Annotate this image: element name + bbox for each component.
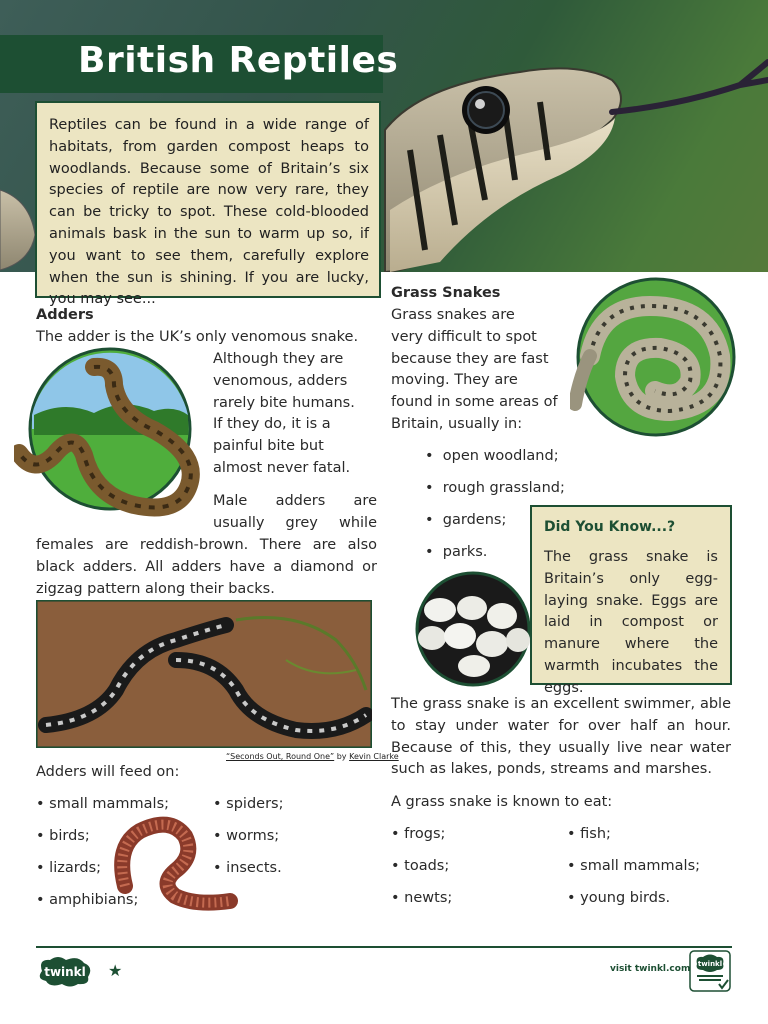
adders-side-line: painful bite but [213, 438, 324, 455]
list-item: • open woodland; [425, 448, 559, 464]
intro-panel: Reptiles can be found in a wide range of habitats, from garden compost heaps to woodlands. Because some of Britain’s six species of reptile are now very rare, they can be tricky to spot. These cold-blooded animals bask in the sun to warm up so, if you want to see them, carefully explore when the sun is shining. If you are lucky, you may see... [35, 101, 381, 298]
did-you-know-panel [530, 505, 732, 696]
did-you-know-text: The grass snake is Britain’s only egg-laying snake. Eggs are laid in compost or manure where the warmth incubates the eggs. [544, 549, 718, 696]
list-item: • frogs; [391, 826, 446, 842]
caption-link-title[interactable]: “Seconds Out, Round One” [226, 752, 335, 761]
grass-snake-eggs-illustration [410, 570, 536, 688]
grass-eat-list-2 [567, 826, 700, 922]
worm-illustration [110, 816, 240, 911]
grass-snakes-intro [391, 305, 571, 436]
grass-eat-list-1 [391, 826, 452, 922]
habitat-label: open woodland; [442, 448, 559, 464]
list-item: • gardens; [425, 512, 507, 528]
adders-male-line: usually grey while [213, 514, 377, 531]
list-item: • spiders; [213, 796, 284, 812]
adders-male-text [213, 491, 377, 535]
grass-swim-text: The grass snake is an excellent swimmer, able to stay under water for over half an hour. Because of this, they usually live near water such as lakes, ponds, streams and marshes. [391, 696, 731, 778]
list-item: • newts; [391, 890, 453, 906]
logo-text: twinkl [44, 965, 86, 979]
footer-divider [36, 946, 732, 948]
caption-by: by [334, 752, 350, 761]
adders-side-line: rarely bite humans. [213, 394, 355, 411]
photo-caption [226, 752, 399, 761]
adders-photo [36, 600, 372, 748]
adders-male-line: Male adders are [213, 493, 377, 509]
adders-heading: Adders [36, 307, 94, 323]
adders-side-line: almost never fatal. [213, 459, 351, 476]
grass-snake-circle-illustration [570, 276, 742, 438]
list-item: • amphibians; [36, 892, 139, 908]
quality-badge-icon [689, 950, 731, 992]
grass-snakes-heading: Grass Snakes [391, 285, 501, 301]
did-you-know-title: Did You Know...? [544, 519, 676, 535]
grass-line: very difficult to spot [391, 328, 537, 345]
twinkl-logo[interactable] [36, 955, 94, 987]
list-item: • insects. [213, 860, 282, 876]
grass-line: found in some areas of [391, 394, 558, 411]
list-item: • young birds. [567, 890, 671, 906]
list-item: • small mammals; [36, 796, 170, 812]
list-item: • small mammals; [567, 858, 701, 874]
grass-line: Grass snakes are [391, 307, 515, 323]
grass-line: Britain, usually in: [391, 415, 523, 432]
badge-text: twinkl [697, 960, 723, 968]
adders-side-line: Although they are [213, 351, 344, 367]
adders-side-line: If they do, it is a [213, 416, 331, 433]
page-title: British Reptiles [78, 40, 399, 81]
list-item: • birds; [36, 828, 90, 844]
caption-link-author[interactable]: Kevin Clarke [349, 752, 399, 761]
star-icon: ★ [108, 961, 123, 980]
adders-side-line: venomous, adders [213, 372, 348, 389]
habitat-label: gardens; [442, 512, 507, 528]
adder-circle-illustration [14, 345, 214, 525]
habitat-label: parks. [442, 544, 488, 560]
adders-feed-intro: Adders will feed on: [36, 764, 180, 780]
list-item: • parks. [425, 544, 488, 560]
adders-colour-text: females are reddish-brown. There are also black adders. All adders have a diamond or zigzag pattern along their backs. [36, 537, 377, 597]
list-item: • rough grassland; [425, 480, 565, 496]
adders-intro-line: The adder is the UK’s only venomous snake. [36, 329, 359, 345]
habitat-label: rough grassland; [442, 480, 565, 496]
list-item: • toads; [391, 858, 450, 874]
grass-line: because they are fast [391, 350, 549, 367]
list-item: • fish; [567, 826, 611, 842]
adders-side-text [213, 349, 378, 480]
visit-link[interactable]: visit twinkl.com [610, 964, 691, 974]
list-item: • lizards; [36, 860, 102, 876]
list-item: • worms; [213, 828, 280, 844]
grass-line: moving. They are [391, 372, 518, 389]
grass-eat-intro: A grass snake is known to eat: [391, 794, 613, 810]
